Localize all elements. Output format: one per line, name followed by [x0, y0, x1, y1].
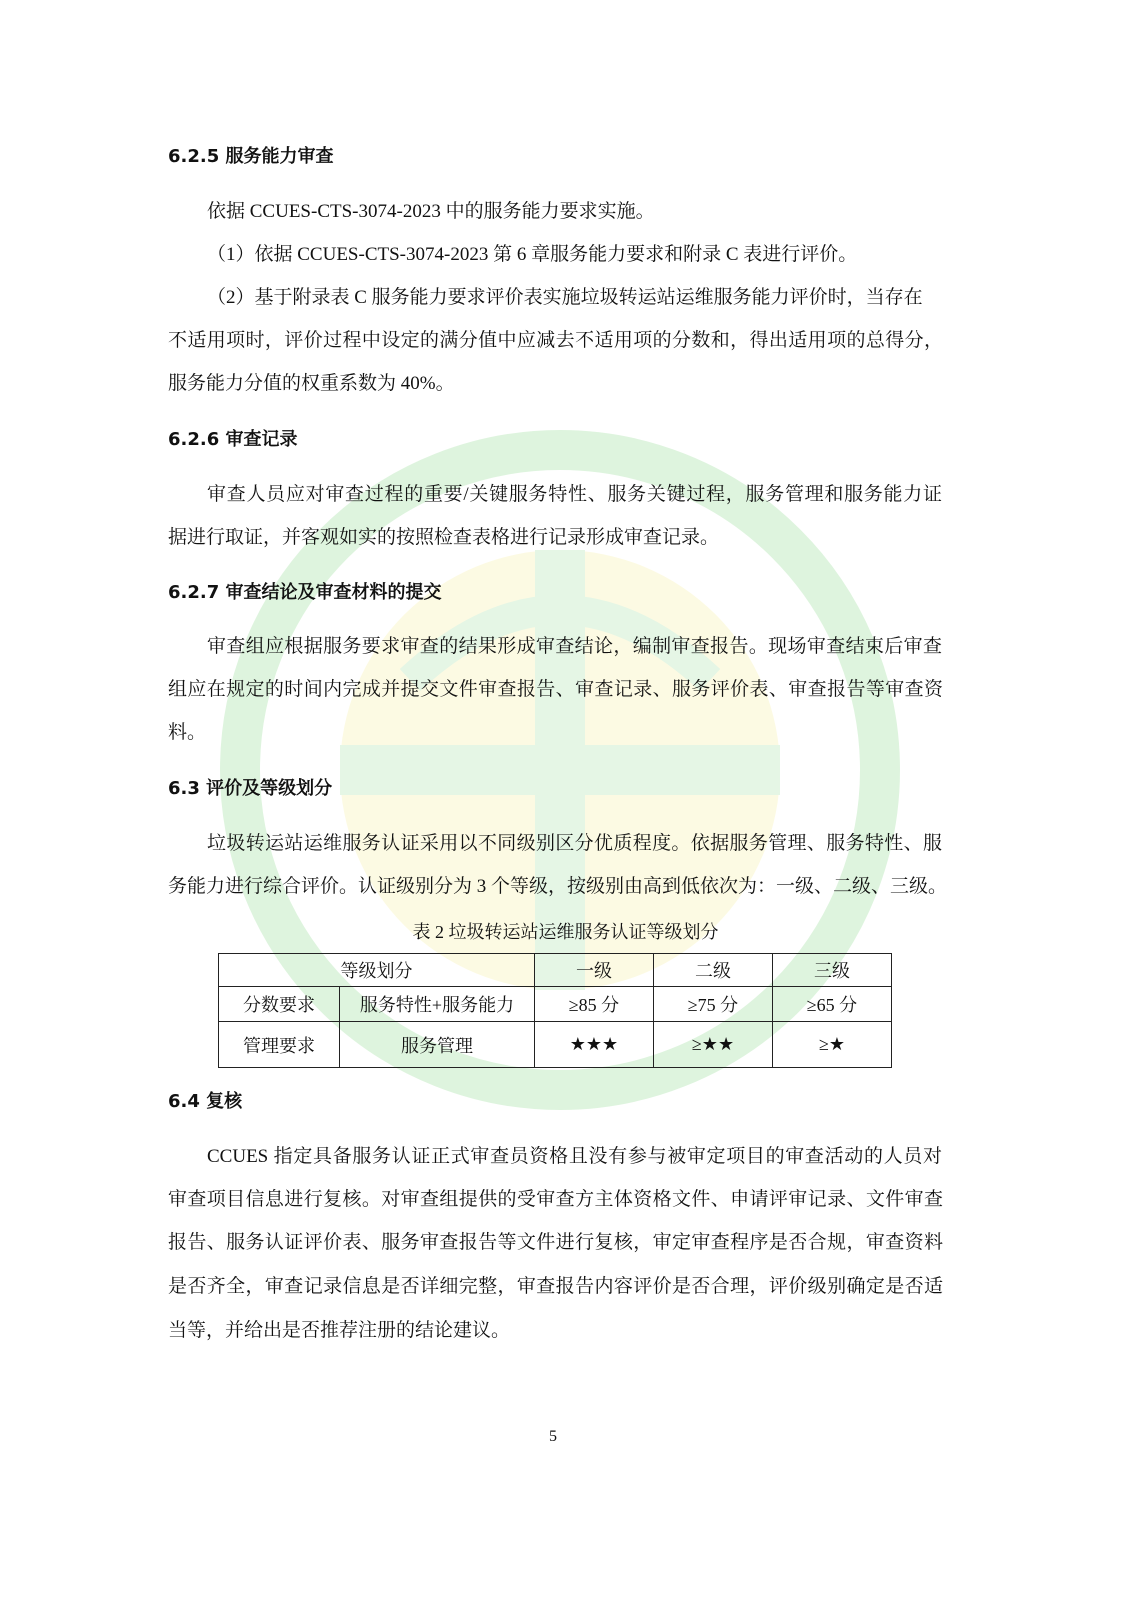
- table-cell: ★★★: [535, 1022, 654, 1068]
- paragraph-line: （2）基于附录表 C 服务能力要求评价表实施垃圾转运站运维服务能力评价时，当存在: [207, 287, 923, 308]
- section-6-2-5-heading: 6.2.5 服务能力审查: [168, 146, 334, 167]
- paragraph-line: 垃圾转运站运维服务认证采用以不同级别区分优质程度。依据服务管理、服务特性、服: [207, 833, 942, 854]
- table-cell: ≥★★: [654, 1022, 773, 1068]
- table-header-row: [219, 954, 892, 987]
- table-cell: ≥85 分: [535, 987, 654, 1022]
- header-cell: 三级: [773, 954, 892, 987]
- table-row: [219, 987, 892, 1022]
- paragraph-line: 组应在规定的时间内完成并提交文件审查报告、审查记录、服务评价表、审查报告等审查资: [168, 679, 943, 700]
- grade-table: [218, 953, 892, 1068]
- paragraph-line: 依据 CCUES-CTS-3074-2023 中的服务能力要求实施。: [207, 201, 655, 222]
- table-cell: ≥★: [773, 1022, 892, 1068]
- header-cell: 等级划分: [219, 954, 535, 987]
- header-cell: 一级: [535, 954, 654, 987]
- section-6-3-heading: 6.3 评价及等级划分: [168, 778, 333, 799]
- paragraph-line: 服务能力分值的权重系数为 40%。: [168, 373, 455, 394]
- table-cell: 分数要求: [219, 987, 340, 1022]
- paragraph-line: 务能力进行综合评价。认证级别分为 3 个等级，按级别由高到低依次为：一级、二级、三级。: [168, 876, 948, 897]
- section-6-4-heading: 6.4 复核: [168, 1091, 243, 1112]
- paragraph-line: 审查人员应对审查过程的重要/关键服务特性、服务关键过程，服务管理和服务能力证: [207, 484, 942, 505]
- table-row: [219, 1022, 892, 1068]
- paragraph-line: 审查项目信息进行复核。对审查组提供的受审查方主体资格文件、申请评审记录、文件审查: [168, 1189, 943, 1210]
- paragraph-line: 是否齐全，审查记录信息是否详细完整，审查报告内容评价是否合理，评价级别确定是否适: [168, 1276, 943, 1297]
- table-cell: ≥65 分: [773, 987, 892, 1022]
- paragraph-line: 审查组应根据服务要求审查的结果形成审查结论，编制审查报告。现场审查结束后审查: [207, 636, 942, 657]
- paragraph-line: （1）依据 CCUES-CTS-3074-2023 第 6 章服务能力要求和附录 C 表进行评价。: [207, 244, 858, 265]
- section-6-2-6-heading: 6.2.6 审查记录: [168, 429, 298, 450]
- paragraph-line: 据进行取证，并客观如实的按照检查表格进行记录形成审查记录。: [168, 527, 720, 548]
- paragraph-line: 不适用项时，评价过程中设定的满分值中应减去不适用项的分数和，得出适用项的总得分，: [168, 330, 943, 351]
- table-cell: 管理要求: [219, 1022, 340, 1068]
- section-6-2-7-heading: 6.2.7 审查结论及审查材料的提交: [168, 582, 442, 603]
- table-cell: ≥75 分: [654, 987, 773, 1022]
- table-caption: 表 2 垃圾转运站运维服务认证等级划分: [412, 922, 719, 942]
- paragraph-line: CCUES 指定具备服务认证正式审查员资格且没有参与被审定项目的审查活动的人员对: [207, 1146, 942, 1167]
- table-cell: 服务特性+服务能力: [340, 987, 535, 1022]
- page-number: 5: [549, 1428, 557, 1445]
- paragraph-line: 当等，并给出是否推荐注册的结论建议。: [168, 1320, 511, 1341]
- paragraph-line: 报告、服务认证评价表、服务审查报告等文件进行复核，审定审查程序是否合规，审查资料: [168, 1232, 943, 1253]
- header-cell: 二级: [654, 954, 773, 987]
- table-cell: 服务管理: [340, 1022, 535, 1068]
- paragraph-line: 料。: [168, 722, 207, 743]
